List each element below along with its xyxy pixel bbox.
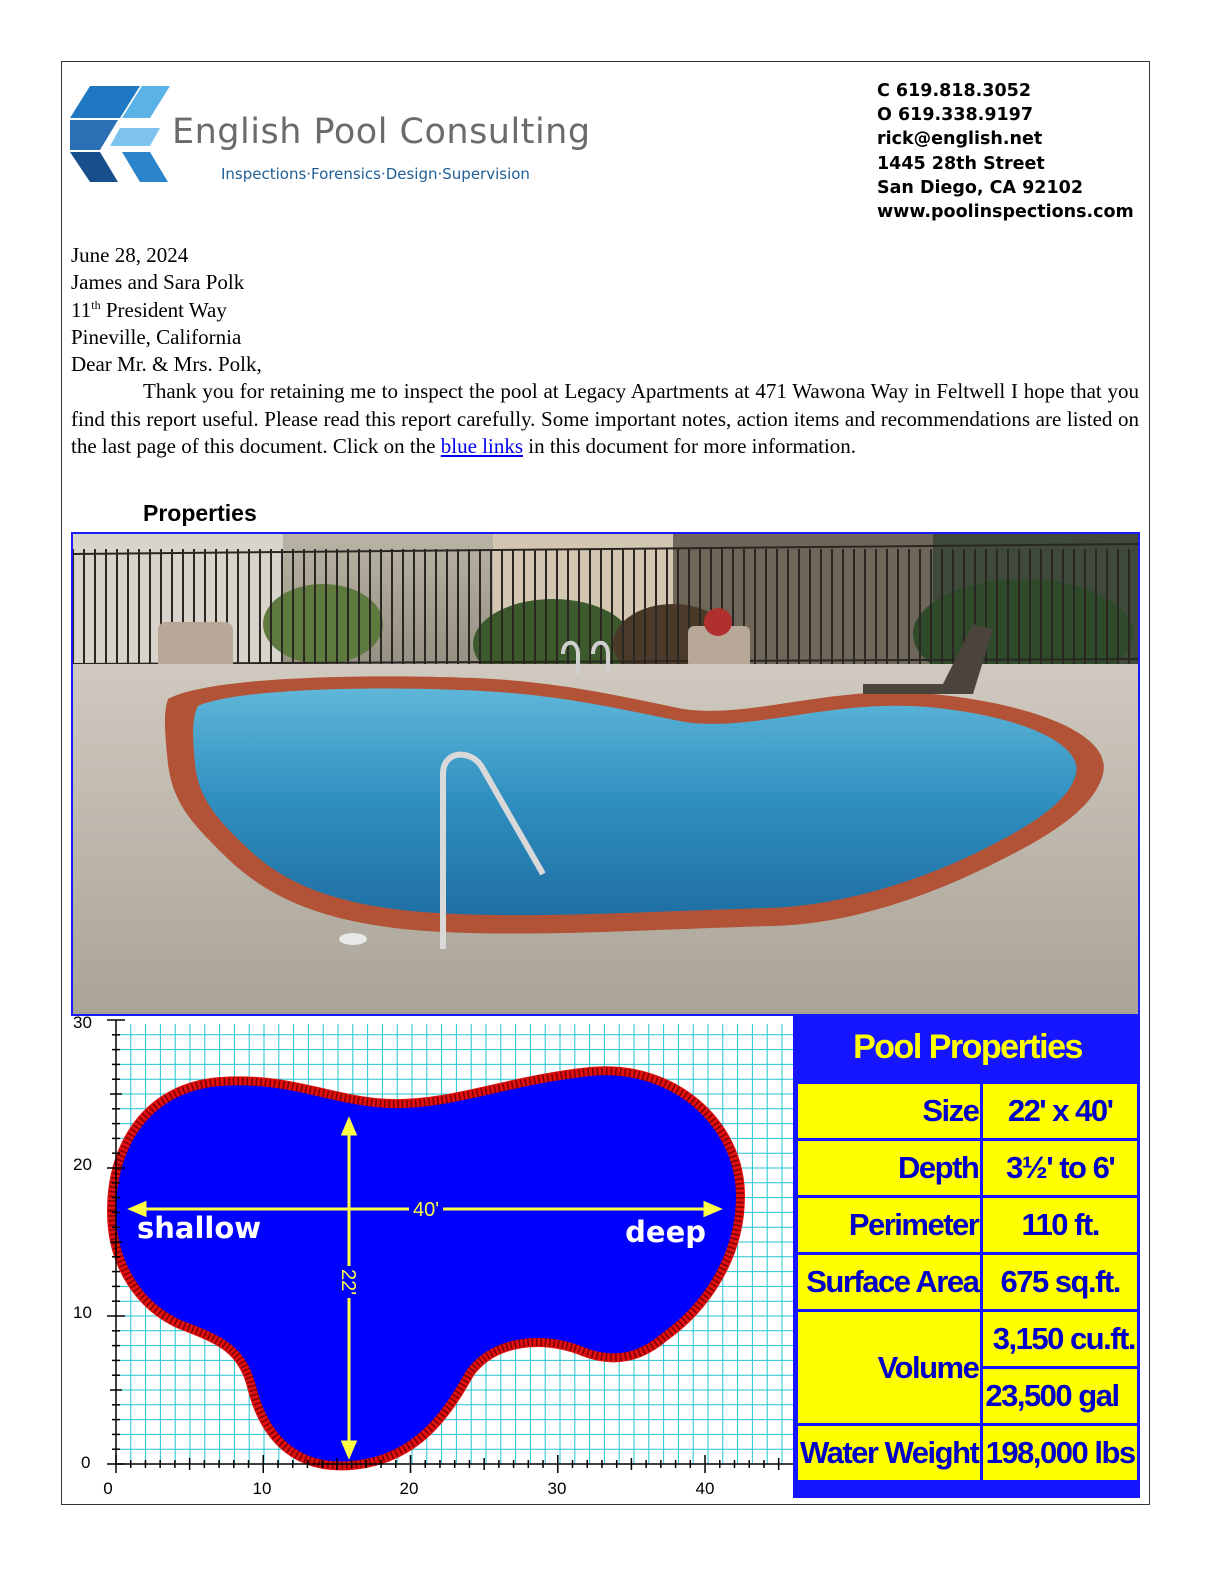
pool-properties-panel	[793, 1016, 1140, 1498]
surface-area-value: 675 sq.ft.	[983, 1255, 1137, 1309]
water-weight-label: Water Weight	[798, 1426, 980, 1480]
paragraph-text-1: Thank you for retaining me to inspect the pool at Legacy Apartments at 471 Wawona Way in Feltwell I hope that you find this report useful. Please read this report carefully. Some important notes, action items and recommendations are listed on the last page of this document. Click on the	[71, 379, 1139, 459]
address-suffix: th	[91, 297, 101, 312]
pool-properties-table	[795, 1081, 1140, 1483]
size-value: 22' x 40'	[983, 1084, 1137, 1138]
x-tick-10: 10	[252, 1479, 272, 1498]
volume-gal-value: 23,500 gal	[983, 1369, 1137, 1423]
y-tick-20: 20	[73, 1155, 92, 1174]
depth-label: Depth	[798, 1141, 980, 1195]
table-row	[798, 1255, 1137, 1309]
x-tick-0: 0	[103, 1479, 113, 1498]
office-phone: O 619.338.9197	[877, 105, 1034, 126]
letter-paragraph	[71, 378, 1139, 460]
cell-phone: C 619.818.3052	[877, 81, 1031, 101]
company-name: English Pool Consulting	[172, 112, 591, 152]
water-weight-value: 198,000 lbs	[983, 1426, 1137, 1480]
surface-area-label: Surface Area	[798, 1255, 980, 1309]
volume-cuft-value: 3,150 cu.ft.	[983, 1312, 1137, 1366]
y-tick-10: 10	[73, 1303, 92, 1322]
length-label: 40'	[412, 1199, 440, 1221]
letter-salutation: Dear Mr. & Mrs. Polk,	[71, 352, 262, 377]
email-address: rick@english.net	[877, 129, 1043, 150]
letter-address-city: Pineville, California	[71, 324, 242, 349]
table-row	[798, 1426, 1137, 1480]
company-tagline: Inspections·Forensics·Design·Supervision	[221, 165, 530, 183]
pool-properties-title: Pool Properties	[853, 1028, 1082, 1066]
depth-value: 3½' to 6'	[983, 1141, 1137, 1195]
pool-diagram-svg	[71, 1016, 793, 1498]
website: www.poolinspections.com	[877, 202, 1134, 223]
section-title: Properties	[143, 500, 257, 526]
street-address: 1445 28th Street	[877, 153, 1045, 174]
width-label: 22'	[337, 1268, 359, 1296]
address-number: 11	[71, 297, 92, 322]
x-tick-20: 20	[399, 1479, 419, 1498]
letter-recipients: James and Sara Polk	[71, 270, 245, 295]
shallow-label: shallow	[137, 1211, 262, 1245]
perimeter-value: 110 ft.	[983, 1198, 1137, 1252]
city-address: San Diego, CA 92102	[877, 177, 1084, 198]
table-row	[798, 1198, 1137, 1252]
paragraph-text-2: in this document for more information.	[523, 434, 857, 459]
letter-date: June 28, 2024	[71, 243, 189, 267]
volume-label: Volume	[798, 1312, 980, 1423]
table-row	[798, 1141, 1137, 1195]
table-row	[798, 1312, 1137, 1366]
x-tick-40: 40	[695, 1479, 715, 1498]
perimeter-label: Perimeter	[798, 1198, 980, 1252]
blue-links-link[interactable]: blue links	[440, 434, 524, 459]
size-label: Size	[798, 1084, 980, 1138]
pool-photo	[71, 532, 1140, 1016]
y-tick-0: 0	[81, 1453, 91, 1472]
x-tick-30: 30	[547, 1479, 567, 1498]
letter-body	[71, 242, 1139, 460]
letter-address-street	[71, 297, 1139, 324]
table-row	[798, 1084, 1137, 1138]
deep-label: deep	[625, 1215, 706, 1249]
contact-block	[877, 79, 1134, 224]
y-tick-30: 30	[73, 1016, 92, 1032]
address-street-name: President Way	[100, 297, 227, 322]
pool-diagram	[71, 1016, 793, 1498]
